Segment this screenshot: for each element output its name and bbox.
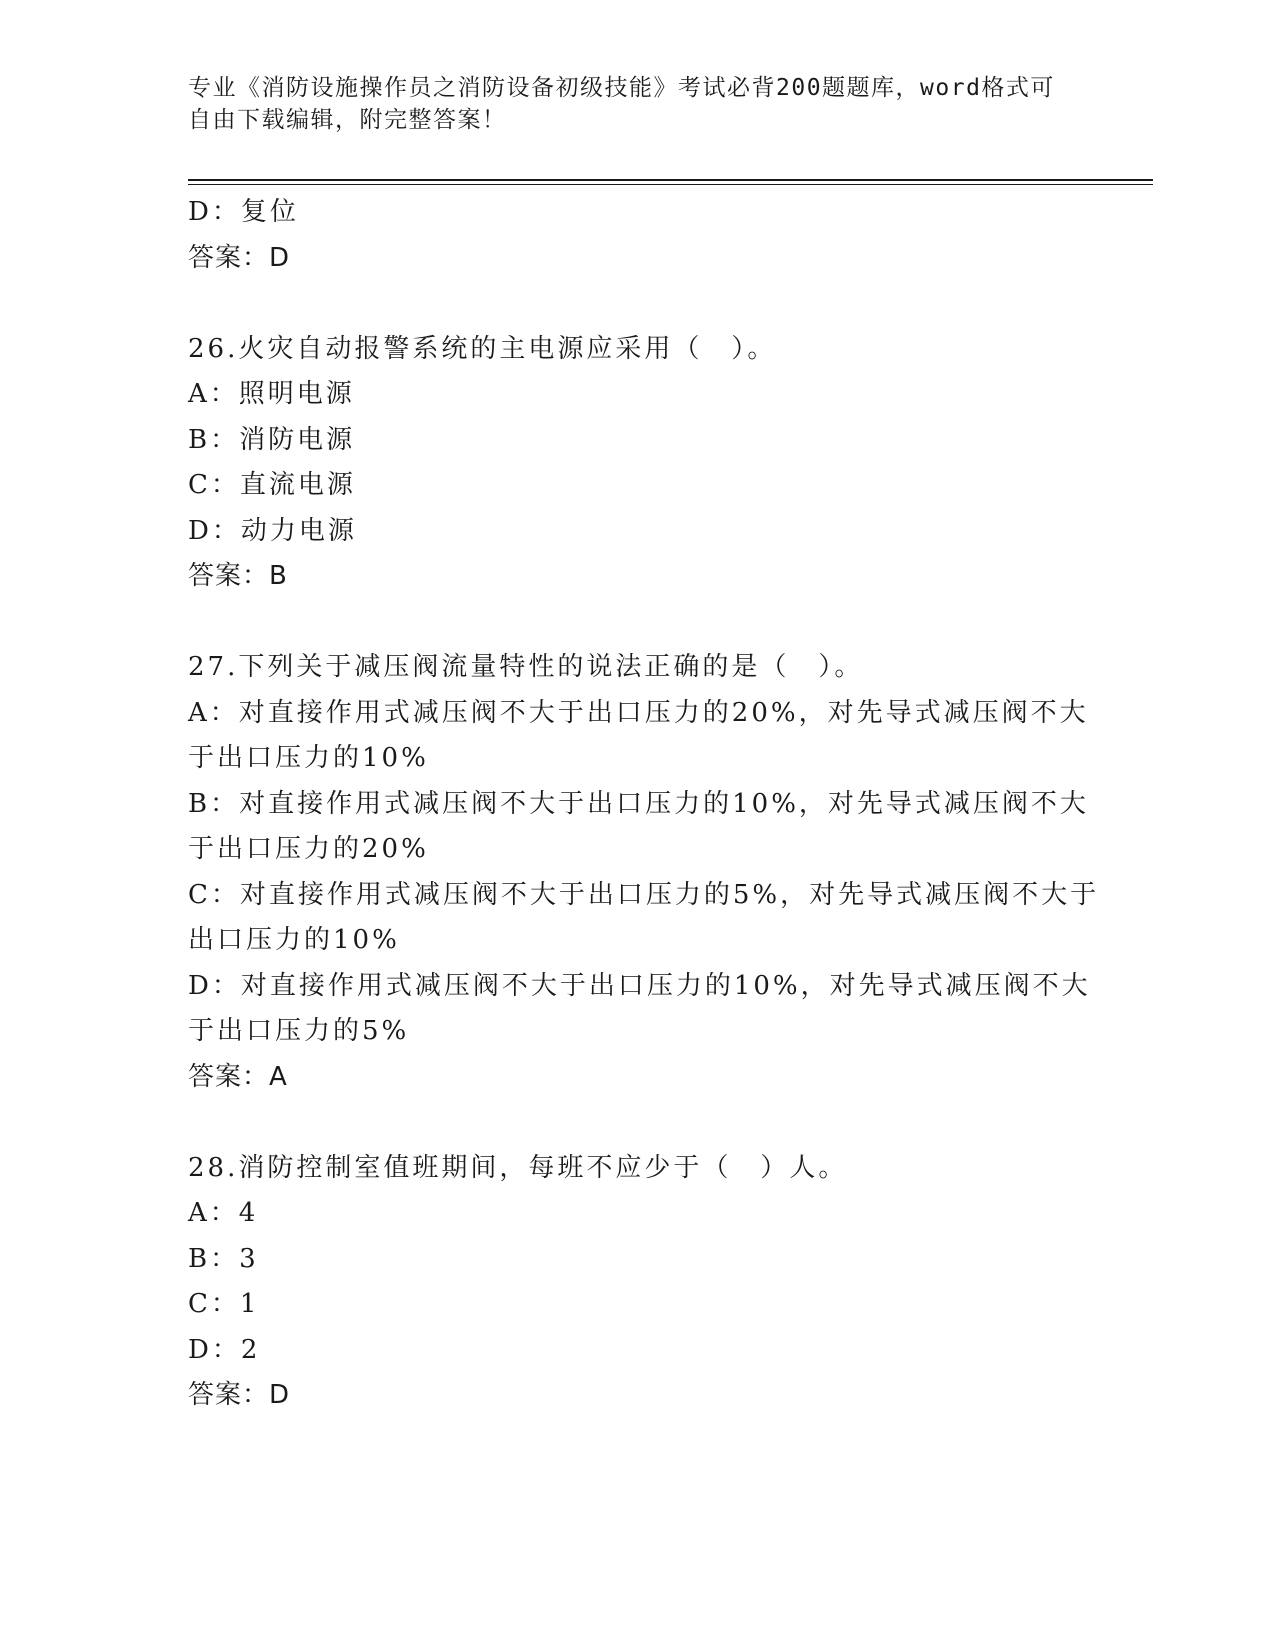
question-27 — [188, 645, 1100, 1100]
option-d: D：动力电源 — [188, 515, 357, 546]
option-b: B：消防电源 — [188, 424, 356, 455]
option-a: A：4 — [188, 1198, 259, 1228]
option-c-continued: 出口压力的10% — [188, 925, 400, 955]
question-stem: 27.下列关于减压阀流量特性的说法正确的是（ ）。 — [188, 652, 864, 682]
question-list — [188, 190, 1100, 1419]
option-c: C：1 — [188, 1289, 260, 1319]
answer-line: 答案：D — [188, 242, 291, 273]
question-stem: 26.火灾自动报警系统的主电源应采用（ ）。 — [188, 333, 777, 364]
question-26 — [188, 327, 1088, 600]
question-25-tail — [188, 190, 1088, 281]
spacer — [188, 600, 1088, 646]
option-d: D：2 — [188, 1334, 261, 1365]
answer-line: 答案：B — [188, 561, 288, 591]
spacer — [188, 1100, 1088, 1146]
question-stem: 28.消防控制室值班期间，每班不应少于（ ）人。 — [188, 1152, 848, 1183]
question-28 — [188, 1146, 1088, 1419]
option-c: C：对直接作用式减压阀不大于出口压力的5%，对先导式减压阀不大于 — [188, 879, 1100, 910]
header-divider-thin — [188, 184, 1153, 185]
answer-line: 答案：A — [188, 1061, 288, 1092]
document-header — [188, 72, 1068, 136]
option-b: B：3 — [188, 1243, 259, 1274]
option-a: A：对直接作用式减压阀不大于出口压力的20%，对先导式减压阀不大 — [188, 697, 1089, 728]
option-d-continued: 于出口压力的5% — [188, 1016, 410, 1046]
header-line-2: 自由下载编辑，附完整答案！ — [188, 107, 507, 133]
option-b-continued: 于出口压力的20% — [188, 834, 429, 864]
option-c: C：直流电源 — [188, 470, 356, 500]
spacer — [188, 281, 1088, 327]
header-divider-thick — [188, 179, 1153, 181]
option-d: D：对直接作用式减压阀不大于出口压力的10%，对先导式减压阀不大 — [188, 970, 1091, 1001]
option-d: D：复位 — [188, 197, 299, 227]
option-a: A：照明电源 — [188, 379, 355, 409]
answer-line: 答案：D — [188, 1380, 291, 1410]
option-a-continued: 于出口压力的10% — [188, 743, 429, 773]
header-line-1: 专业《消防设施操作员之消防设备初级技能》考试必背200题题库，word格式可 — [188, 75, 1055, 101]
option-b: B：对直接作用式减压阀不大于出口压力的10%，对先导式减压阀不大 — [188, 788, 1089, 819]
